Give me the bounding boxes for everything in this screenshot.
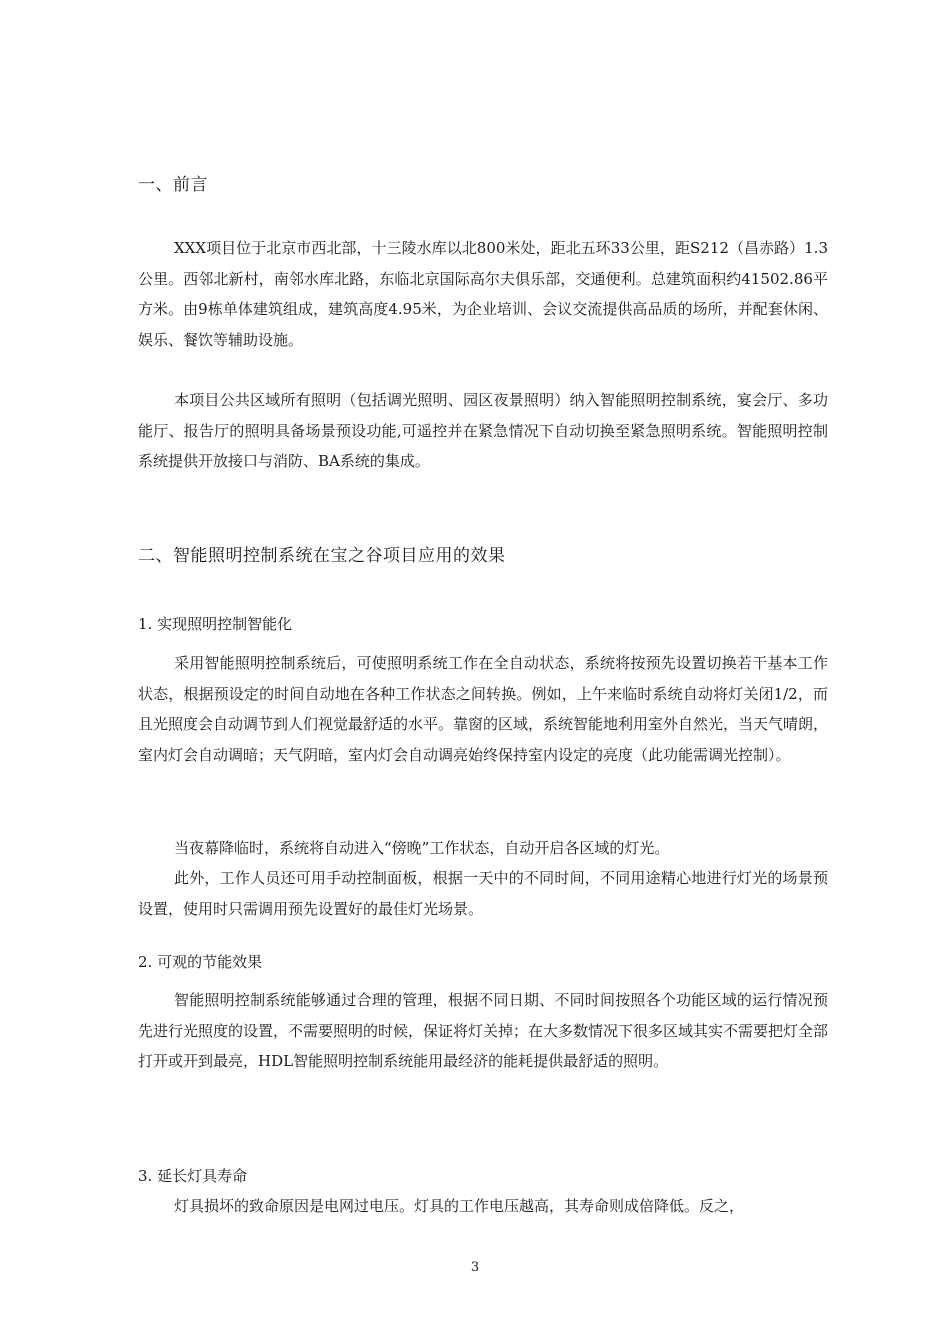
paragraph-project-scope: 本项目公共区域所有照明（包括调光照明、园区夜景照明）纳入智能照明控制系统，宴会厅、多功能厅、报告厅的照明具备场景预设功能,可遥控并在紧急情况下自动切换至紧急照明系统。智能照明控制系统提供开放接口与消防、BA系统的集成。 [138,391,828,470]
paragraph-auto-control: 采用智能照明控制系统后，可使照明系统工作在全自动状态，系统将按预先设置切换若干基本工作状态，根据预设定的时间自动地在各种工作状态之间转换。例如，上午来临时系统自动将灯关闭1/2，而且光照度会自动调节到人们视觉最舒适的水平。靠窗的区域，系统智能地利用室外自然光，当天气晴朗，室内灯会自动调暗；天气阴暗，室内灯会自动调亮始终保持室内设定的亮度（此功能需调光控制）。 [138,654,829,764]
subheading-intelligent-control: 1. 实现照明控制智能化 [138,615,293,633]
subheading-energy-saving: 2. 可观的节能效果 [138,953,263,971]
section-heading-effects: 二、智能照明控制系统在宝之谷项目应用的效果 [138,546,506,566]
section-heading-preface: 一、前言 [138,175,208,195]
subheading-lamp-life: 3. 延长灯具寿命 [138,1167,248,1185]
paragraph-lamp-life: 灯具损坏的致命原因是电网过电压。灯具的工作电压越高，其寿命则成倍降低。反之， [174,1197,745,1215]
paragraph-manual-panel: 此外，工作人员还可用手动控制面板，根据一天中的不同时间，不同用途精心地进行灯光的场景预设置，使用时只需调用预先设置好的最佳灯光场景。 [138,869,828,918]
paragraph-energy-saving: 智能照明控制系统能够通过合理的管理，根据不同日期、不同时间按照各个功能区域的运行情况预先进行光照度的设置，不需要照明的时候，保证将灯关掉；在大多数情况下很多区域其实不需要把灯全部打开或开到最亮，HDL智能照明控制系统能用最经济的能耗提供最舒适的照明。 [138,991,829,1070]
paragraph-evening-mode: 当夜幕降临时，系统将自动进入“傍晚”工作状态，自动开启各区域的灯光。 [174,839,670,857]
page-number: 3 [470,1260,480,1275]
paragraph-project-location: XXX项目位于北京市西北部，十三陵水库以北800米处，距北五环33公里，距S212（昌赤路）1.3公里。西邻北新村，南邻水库北路，东临北京国际高尔夫俱乐部，交通便利。总建筑面积约41502.86平方米。由9栋单体建筑组成，建筑高度4.95米，为企业培训、会议交流提供高品质的场所，并配套休闲、娱乐、餐饮等辅助设施。 [138,239,828,349]
